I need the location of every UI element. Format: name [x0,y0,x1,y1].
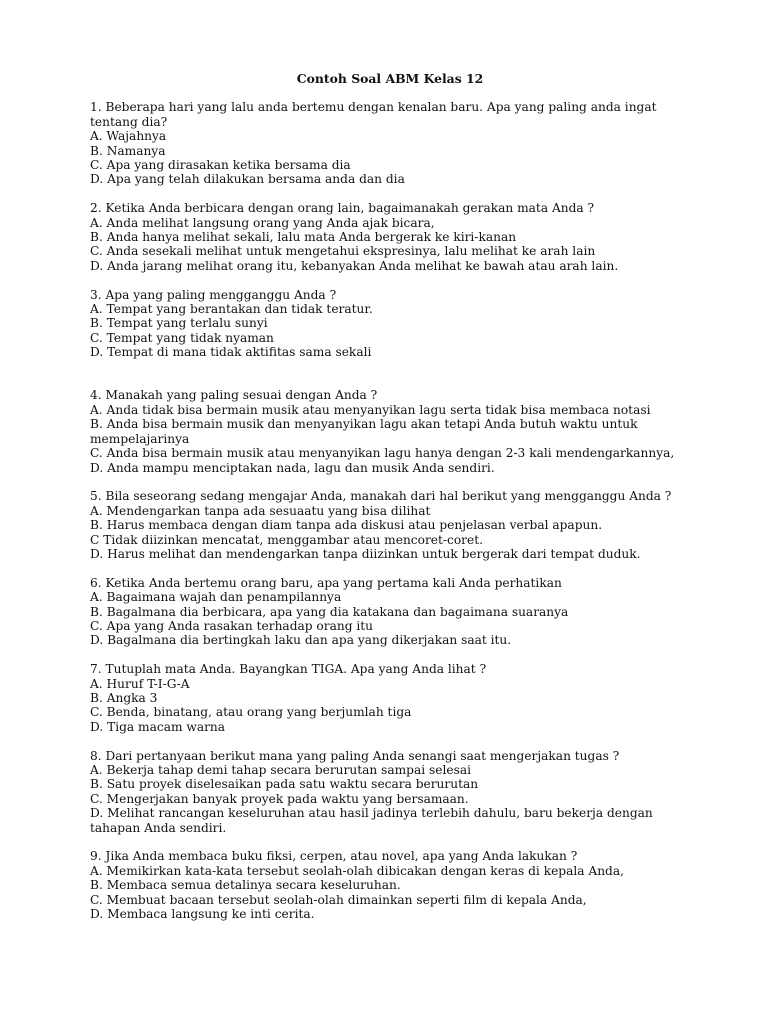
question-text: 6. Ketika Anda bertemu orang baru, apa yang pertama kali Anda perhatikan [90,575,562,590]
option-c: C Tidak diizinkan mencatat, menggambar atau mencoret-coret. [90,532,483,547]
option-b: B. Membaca semua detalinya secara keseluruhan. [90,878,401,893]
option-b: B. Namanya [90,143,166,158]
question-4 [90,388,690,474]
option-c: C. Anda bisa bermain musik atau menyanyikan lagu hanya dengan 2-3 kali mendengarkannya, [90,446,675,461]
option-a: A. Tempat yang berantakan dan tidak teratur. [90,302,373,317]
question-text: 7. Tutuplah mata Anda. Bayangkan TIGA. Apa yang Anda lihat ? [90,662,487,677]
question-6 [90,576,690,648]
question-text: 3. Apa yang paling mengganggu Anda ? [90,287,337,302]
option-b: B. Tempat yang terlalu sunyi [90,316,268,331]
option-b: B. Bagalmana dia berbicara, apa yang dia katakana dan bagaimana suaranya [90,604,569,619]
option-c: C. Tempat yang tidak nyaman [90,330,274,345]
question-text: 4. Manakah yang paling sesuai dengan Anda ? [90,388,378,403]
option-a: A. Mendengarkan tanpa ada sesuaatu yang bisa dilihat [90,503,431,518]
question-text: 2. Ketika Anda berbicara dengan orang lain, bagaimanakah gerakan mata Anda ? [90,201,595,216]
question-text: 5. Bila seseorang sedang mengajar Anda, manakah dari hal berikut yang mengganggu Anda ? [90,489,672,504]
option-b: B. Angka 3 [90,690,158,705]
option-c: C. Anda sesekali melihat untuk mengetahui ekspresinya, lalu melihat ke arah lain [90,244,596,259]
option-a: A. Bekerja tahap demi tahap secara berurutan sampai selesai [90,762,472,777]
option-b: B. Anda hanya melihat sekali, lalu mata Anda bergerak ke kiri-kanan [90,230,517,245]
question-1 [90,100,690,186]
question-2 [90,201,690,273]
option-c: C. Apa yang Anda rasakan terhadap orang itu [90,618,374,633]
question-text: 1. Beberapa hari yang lalu anda bertemu dengan kenalan baru. Apa yang paling anda ingat tentang dia? [90,100,657,129]
option-a: A. Bagaimana wajah dan penampilannya [90,590,342,605]
option-d: D. Tiga macam warna [90,719,226,734]
question-3 [90,288,690,360]
option-a: A. Anda tidak bisa bermain musik atau menyanyikan lagu serta tidak bisa membaca notasi [90,402,651,417]
option-b: B. Harus membaca dengan diam tanpa ada diskusi atau penjelasan verbal apapun. [90,518,603,533]
option-a: A. Huruf T-I-G-A [90,676,190,691]
question-text: 9. Jika Anda membaca buku fiksi, cerpen, atau novel, apa yang Anda lakukan ? [90,849,578,864]
option-c: C. Apa yang dirasakan ketika bersama dia [90,158,351,173]
option-c: C. Mengerjakan banyak proyek pada waktu yang bersamaan. [90,791,469,806]
option-b: B. Anda bisa bermain musik dan menyanyikan lagu akan tetapi Anda butuh waktu untuk mempelajarinya [90,417,638,446]
question-7 [90,662,690,734]
document-page [90,72,690,936]
option-d: D. Bagalmana dia bertingkah laku dan apa yang dikerjakan saat itu. [90,633,512,648]
option-c: C. Membuat bacaan tersebut seolah-olah dimainkan seperti film di kepala Anda, [90,892,587,907]
option-d: D. Harus melihat dan mendengarkan tanpa diizinkan untuk bergerak dari tempat duduk. [90,546,641,561]
option-d: D. Membaca langsung ke inti cerita. [90,907,315,922]
option-d: D. Anda jarang melihat orang itu, kebanyakan Anda melihat ke bawah atau arah lain. [90,258,619,273]
option-b: B. Satu proyek diselesaikan pada satu waktu secara berurutan [90,777,479,792]
question-9 [90,849,690,921]
option-a: A. Anda melihat langsung orang yang Anda ajak bicara, [90,215,435,230]
page-title: Contoh Soal ABM Kelas 12 [296,71,484,86]
option-a: A. Wajahnya [90,129,167,144]
question-8 [90,749,690,835]
option-d: D. Tempat di mana tidak aktifitas sama sekali [90,345,372,360]
question-text: 8. Dari pertanyaan berikut mana yang paling Anda senangi saat mengerjakan tugas ? [90,748,620,763]
option-c: C. Benda, binatang, atau orang yang berjumlah tiga [90,705,412,720]
option-a: A. Memikirkan kata-kata tersebut seolah-olah dibicakan dengan keras di kepala Anda, [90,863,624,878]
option-d: D. Melihat rancangan keseluruhan atau hasil jadinya terlebih dahulu, baru bekerja dengan tahapan Anda sendiri. [90,806,653,835]
option-d: D. Apa yang telah dilakukan bersama anda dan dia [90,172,405,187]
question-5 [90,489,690,561]
option-d: D. Anda mampu menciptakan nada, lagu dan musik Anda sendiri. [90,460,495,475]
